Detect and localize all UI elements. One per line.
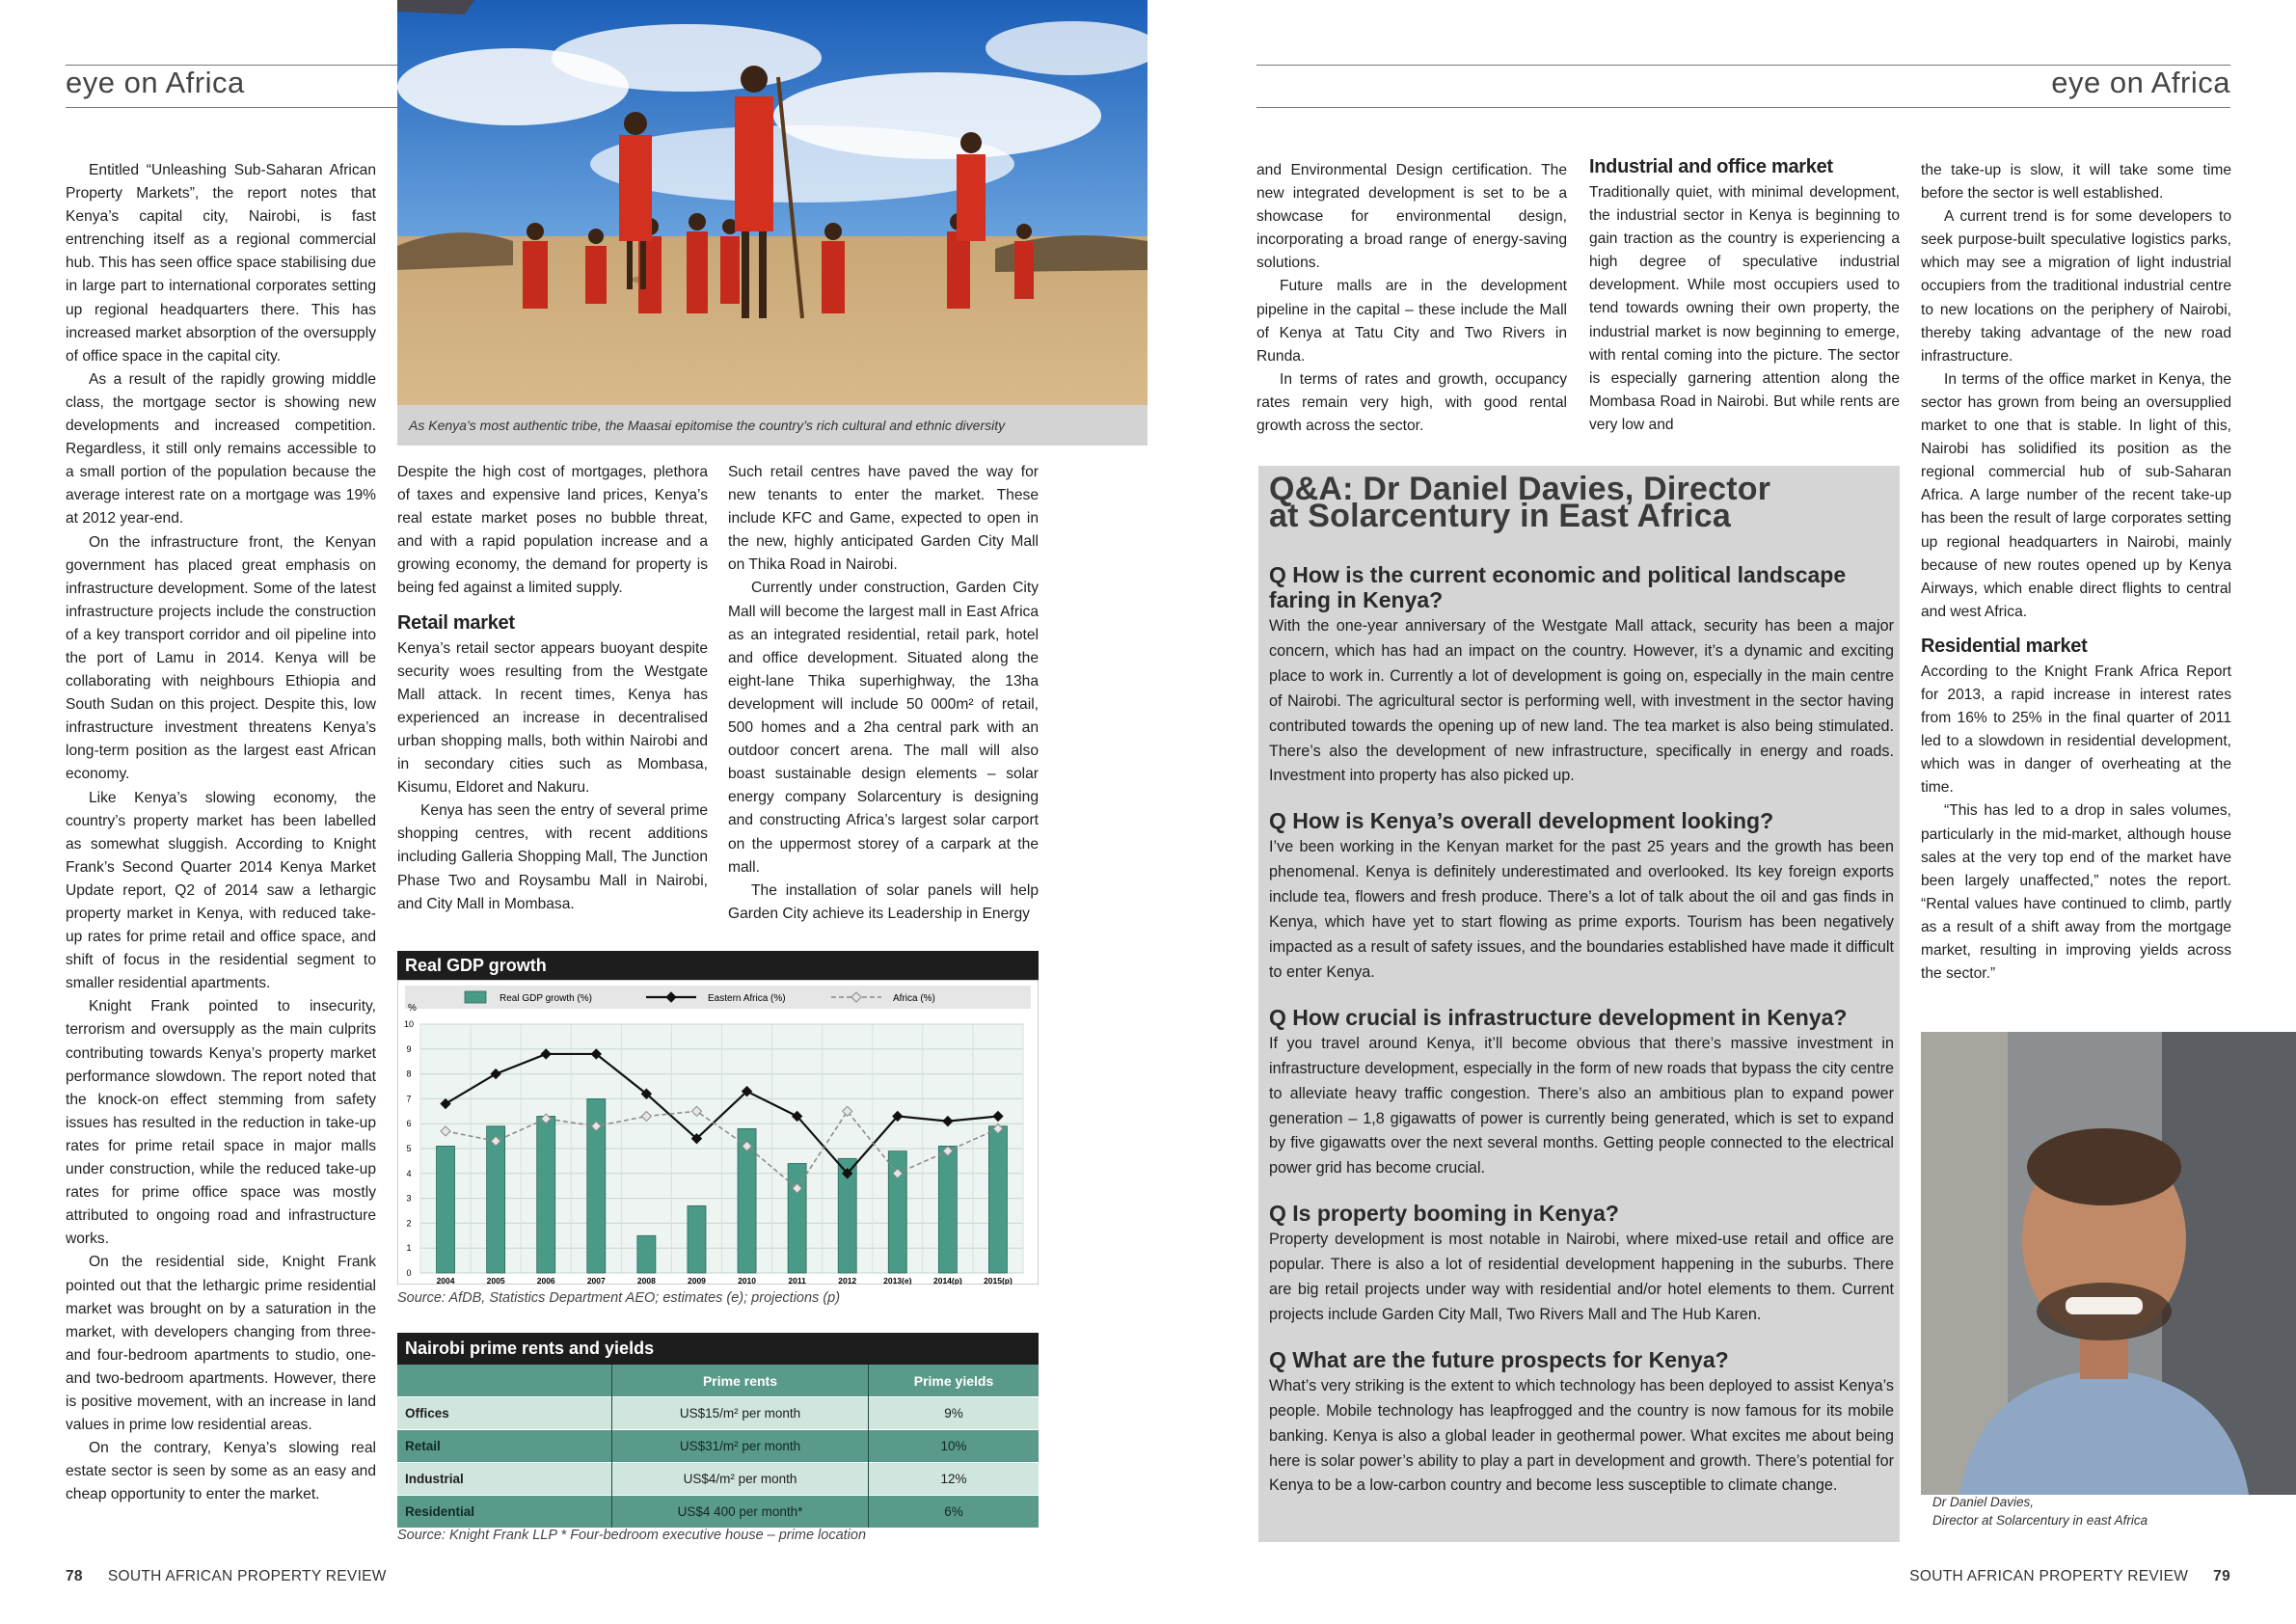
gdp-bar [537, 1116, 555, 1273]
portrait-caption [1932, 1493, 2147, 1529]
y-tick-label: 1 [406, 1243, 412, 1254]
y-tick-label: 2 [406, 1218, 412, 1229]
row-label: Residential [397, 1496, 612, 1529]
article-column-4 [1256, 159, 1567, 438]
subheading-industrial: Industrial and office market [1589, 156, 1833, 177]
paragraph: In terms of the office market in Kenya, the sector has grown from being an oversupplied market to one that is stable. In light of this, Nairobi has solidified its position as the regional commercial hub of sub-Saharan Africa. A large number of the recent take-up has been the result of large corporates setting up regional headquarters in Nairobi, mainly because of new routes opened up by Kenya Airways, which enable direct flights to central and west Africa. [1921, 370, 2231, 620]
paragraph: In terms of rates and growth, occupancy rates remain very high, with good rental growth across the sector. [1256, 370, 1567, 435]
x-tick-label: 2004 [436, 1276, 455, 1285]
paragraph: On the residential side, Knight Frank pointed out that the lethargic prime residential market was brought on by a saturation in the market, with developers changing from three- and four-bedroom apartments to studio, one- and two-bedroom apartments. However, there is positive movement, with an increase in land values in prime low residential areas. [66, 1254, 376, 1434]
yield-cell: 10% [869, 1430, 1040, 1463]
paragraph: Traditionally quiet, with minimal development, the industrial sector in Kenya is beginning to gain traction as the country is experiencing a high degree of speculative industrial development. While most occupiers used to tend towards owning their own property, the industrial market is now beginning to emerge, with rental coming into the picture. The sector is especially garnering attention along the Mombasa Road in Nairobi. But while rents are very low and [1589, 184, 1900, 433]
left-section-title: eye on Africa [66, 66, 245, 99]
gdp-bar [437, 1146, 455, 1273]
page-number-left: 78 [66, 1568, 83, 1584]
x-tick-label: 2008 [636, 1276, 656, 1285]
paragraph: and Environmental Design certification. The new integrated development is set to be a showcase for environmental design, incorporating a broad range of energy-saving solutions. [1256, 162, 1567, 272]
table-row [397, 1397, 1039, 1430]
qa-title-line: Q&A: Dr Daniel Davies, Director [1269, 471, 1771, 507]
footer-left [66, 1568, 387, 1585]
y-tick-label: 4 [406, 1168, 412, 1178]
gdp-bar [487, 1126, 505, 1273]
rents-table [397, 1365, 1039, 1528]
portrait-photo [1921, 1032, 2296, 1495]
y-tick-label: 5 [406, 1144, 412, 1153]
rent-cell: US$4 400 per month* [612, 1496, 869, 1529]
row-label: Offices [397, 1397, 612, 1430]
qa-answer: What’s very striking is the extent to which technology has been deployed to assist Kenya’s people. Mobile technology has leapfrogged and the country is now famous for its mobile banking. Kenya is also a global leader in geothermal power. What excites me about being here is solar power’s ability to play a part in development and growth. There’s potential for Kenya to be a low-carbon country and become less susceptible to climate change. [1269, 1376, 1894, 1495]
table-source: Source: Knight Frank LLP * Four-bedroom executive house – prime location [397, 1528, 867, 1543]
gdp-bar [988, 1126, 1007, 1273]
portrait-caption-line: Director at Solarcentury in east Africa [1932, 1513, 2148, 1528]
qa-question: Q How is the current economic and political landscape faring in Kenya? [1269, 562, 1847, 612]
gdp-bar [637, 1235, 656, 1273]
y-tick-label: 9 [406, 1043, 412, 1054]
subheading-residential: Residential market [1921, 635, 2088, 657]
paragraph: Currently under construction, Garden City Mall will become the largest mall in East Africa as an integrated residential, retail park, hotel and office development. Situated along the eight-lane Thika superhighway, the 13ha development will include 50 000m² of retail, 500 homes and a 2ha central park with an outdoor concert arena. The mall will also boast sustainable design elements – solar energy company Solarcentury is designing and constructing Africa’s largest solar carport on the uppermost storey of a carpark at the mall. [728, 580, 1039, 876]
chart-title: Real GDP growth [397, 951, 1039, 980]
paragraph: On the infrastructure front, the Kenyan government has placed great emphasis on infrastructure development. Some of the latest infrastructure projects include the construction of a key transport corridor and oil pipeline into the port of Lamu in 2014. Kenya will be collaborating with neighbours Ethiopia and South Sudan on this project. Despite this, low infrastructure investment threatens Kenya’s long-term position as the largest east African economy. [66, 533, 376, 783]
paragraph: Kenya has seen the entry of several prime shopping centres, with recent additions including Galleria Shopping Mall, The Junction Phase Two and Roysambu Mall in Nairobi, and City Mall in Mombasa. [397, 802, 708, 912]
x-tick-label: 2012 [838, 1276, 857, 1285]
qa-question: Q What are the future prospects for Kenya? [1269, 1346, 1729, 1372]
x-tick-label: 2015(p) [984, 1276, 1013, 1285]
y-tick-label: 10 [403, 1019, 415, 1029]
header-rule-bottom-left [66, 107, 398, 108]
gdp-bar [938, 1146, 957, 1273]
paragraph: Knight Frank pointed to insecurity, terrorism and oversupply as the main culprits contributing towards Kenya’s property market performance slowdown. The report noted that the knock-on effect stemming from safety issues has resulted in the reduction in take-up rates for prime retail space in major malls under construction, while the reduced take-up rates for prime office space was mostly attributed to ongoing road and infrastructure works. [66, 998, 376, 1248]
table-row [397, 1463, 1039, 1496]
table-header-cell: Prime rents [612, 1365, 869, 1397]
chart-source: Source: AfDB, Statistics Department AEO; estimates (e); projections (p) [397, 1290, 841, 1306]
y-tick-label: 6 [406, 1119, 412, 1129]
qa-body [1269, 562, 1894, 1499]
maasai-photo [397, 0, 1148, 405]
x-tick-label: 2006 [536, 1276, 555, 1285]
header-rule-bottom-right [1256, 107, 2230, 108]
yield-cell: 6% [869, 1496, 1040, 1529]
publication-name-right: SOUTH AFRICAN PROPERTY REVIEW [1909, 1568, 2189, 1584]
qa-question: Q Is property booming in Kenya? [1269, 1201, 1619, 1227]
table-title: Nairobi prime rents and yields [397, 1333, 1039, 1365]
legend-label: Africa (%) [893, 993, 935, 1004]
rent-cell: US$4/m² per month [612, 1463, 869, 1496]
paragraph: The installation of solar panels will help Garden City achieve its Leadership in Energy [728, 881, 1039, 922]
table-header-row [397, 1365, 1039, 1397]
qa-title [1269, 471, 1886, 534]
rent-cell: US$31/m² per month [612, 1430, 869, 1463]
article-column-6 [1921, 159, 2231, 986]
portrait-caption-line: Dr Daniel Davies, [1932, 1495, 2035, 1509]
paragraph: A current trend is for some developers to seek purpose-built speculative logistics parks, which may see a migration of light industrial occupiers from the traditional industrial centre to new locations on the periphery of Nairobi, thereby taking advantage of the new road infrastructure. [1921, 208, 2231, 365]
subheading-retail: Retail market [397, 611, 515, 634]
legend-swatch [465, 991, 486, 1003]
table-row [397, 1496, 1039, 1529]
article-column-2 [397, 461, 708, 916]
chart-ylabel: % [408, 1003, 417, 1014]
article-column-3 [728, 461, 1039, 926]
x-tick-label: 2009 [687, 1276, 706, 1285]
qa-question: Q How is Kenya’s overall development looking? [1269, 808, 1774, 834]
x-tick-label: 2014(p) [932, 1276, 962, 1285]
gdp-chart [397, 980, 1039, 1285]
right-section-title: eye on Africa [2051, 66, 2230, 99]
qa-answer: If you travel around Kenya, it’ll become obvious that there’s massive investment in infrastructure development, especially in the form of new roads that bypass the city centre to alleviate heavy traffic congestion. There’s also an ambitious plan to expand power generation – 1,8 gigawatts of power is currently being generated, which is set to expand by five gigawatts over the next several months. Getting people connected to the electrical power grid has become crucial. [1269, 1034, 1894, 1177]
paragraph: On the contrary, Kenya’s slowing real estate sector is seen by some as an easy and cheap opportunity to enter the market. [66, 1440, 376, 1503]
legend-label: Real GDP growth (%) [500, 993, 592, 1004]
table-row [397, 1430, 1039, 1463]
photo-caption: As Kenya’s most authentic tribe, the Maasai epitomise the country’s rich cultural and ethnic diversity [397, 405, 1148, 446]
page-number-right: 79 [2213, 1568, 2230, 1584]
paragraph: the take-up is slow, it will take some time before the sector is well established. [1921, 162, 2231, 203]
paragraph: Such retail centres have paved the way for new tenants to enter the market. These include KFC and Game, expected to open in the new, highly anticipated Garden City Mall on Thika Road in Nairobi. [728, 464, 1039, 574]
legend-label: Eastern Africa (%) [708, 993, 786, 1004]
qa-answer: I’ve been working in the Kenyan market for the past 25 years and the growth has been phenomenal. Kenya is definitely underestimated and overlooked. Its key foreign exports include tea, flowers and fresh produce. There’s a lot of talk about the oil and gas finds in Kenya, which have yet to start flowing as prime exports. Tourism has been negatively impacted as a result of safety issues, and the boundaries established have made it difficult to enter Kenya. [1269, 838, 1894, 981]
paragraph: According to the Knight Frank Africa Report for 2013, a rapid increase in interest rates from 16% to 25% in the final quarter of 2011 led to a slowdown in residential development, which was in danger of overheating at the time. [1921, 663, 2231, 797]
paragraph: As a result of the rapidly growing middle class, the mortgage sector is showing new developments and increased competition. Regardless, it still only remains accessible to a small portion of the population because the average interest rate on a mortgage was 19% at 2012 year-end. [66, 370, 376, 528]
y-tick-label: 7 [406, 1094, 412, 1104]
row-label: Industrial [397, 1463, 612, 1496]
paragraph: Entitled “Unleashing Sub-Saharan African Property Markets”, the report notes that Kenya’s capital city, Nairobi, is fast entrenching itself as a regional commercial hub. This has seen office space stabilising due in large part to international corporates setting up regional headquarters there. This has increased market absorption of the oversupply of office space in the capital city. [66, 162, 376, 365]
table-header-cell: Prime yields [869, 1365, 1040, 1397]
paragraph: Future malls are in the development pipeline in the capital – these include the Mall of Kenya at Tatu City and Two Rivers in Runda. [1256, 278, 1567, 365]
footer-right [1909, 1568, 2230, 1585]
y-tick-label: 8 [406, 1069, 412, 1079]
row-label: Retail [397, 1430, 612, 1463]
x-tick-label: 2011 [788, 1276, 806, 1285]
paragraph: Like Kenya’s slowing economy, the country’s property market has been labelled as somewhat sluggish. According to Knight Frank’s Second Quarter 2014 Kenya Market Update report, Q2 of 2014 saw a lethargic property market in Kenya, with reduced take-up rates for prime retail and office space, and shift of focus in the residential segment to smaller residential apartments. [66, 789, 376, 992]
article-column-1 [66, 159, 376, 1506]
x-tick-label: 2010 [738, 1276, 757, 1285]
gdp-bar [688, 1205, 706, 1273]
y-tick-label: 3 [406, 1193, 412, 1204]
paragraph: Despite the high cost of mortgages, plethora of taxes and expensive land prices, Kenya’s real estate market poses no bubble threat, and with a rapid population increase and a growing economy, the demand for property is being fed against a limited supply. [397, 464, 708, 597]
gdp-bar [788, 1163, 806, 1273]
qa-box [1258, 466, 1900, 1542]
qa-answer: With the one-year anniversary of the Westgate Mall attack, security has been a major concern, which has had an impact on the country. However, it’s a dynamic and exciting place to work in. Currently a lot of development is going on, especially in the main centre of Nairobi. The agricultural sector is performing well, with investment in the sector having contributed towards the opening up of new land. The tea market is also being stimulated. There’s also the development of new infrastructure, specifically in energy and roads. Investment into property has also picked up. [1269, 617, 1894, 785]
table-header-cell [397, 1365, 612, 1397]
qa-answer: Property development is most notable in Nairobi, where mixed-use retail and office are popular. There is also a lot of residential development happening in the suburbs. There are big retail projects under way with residential and/or hotel elements to them. Current projects include Garden City Mall, Two Rivers Mall and The Hub Karen. [1269, 1231, 1894, 1323]
x-tick-label: 2013(e) [883, 1276, 912, 1285]
qa-title-line: at Solarcentury in East Africa [1269, 498, 1732, 534]
x-tick-label: 2005 [486, 1276, 505, 1285]
paragraph: “This has led to a drop in sales volumes, particularly in the mid-market, although house sales at the very top end of the market have been largely unaffected,” notes the report. “Rental values have continued to climb, partly as a result of a shift away from the mortgage market, resulting in improving yields across the sector.” [1921, 802, 2231, 983]
qa-question: Q How crucial is infrastructure development in Kenya? [1269, 1004, 1848, 1030]
x-tick-label: 2007 [586, 1276, 606, 1285]
paragraph: Kenya’s retail sector appears buoyant despite security woes resulting from the Westgate Mall attack. In recent times, Kenya has experienced an increase in decentralised urban shopping malls, both within Nairobi and in secondary cities such as Mombasa, Kisumu, Eldoret and Nakuru. [397, 639, 708, 797]
y-tick-label: 0 [406, 1268, 412, 1278]
publication-name-left: SOUTH AFRICAN PROPERTY REVIEW [107, 1568, 387, 1584]
article-column-5 [1589, 154, 1900, 437]
rent-cell: US$15/m² per month [612, 1397, 869, 1430]
yield-cell: 12% [869, 1463, 1040, 1496]
yield-cell: 9% [869, 1397, 1040, 1430]
